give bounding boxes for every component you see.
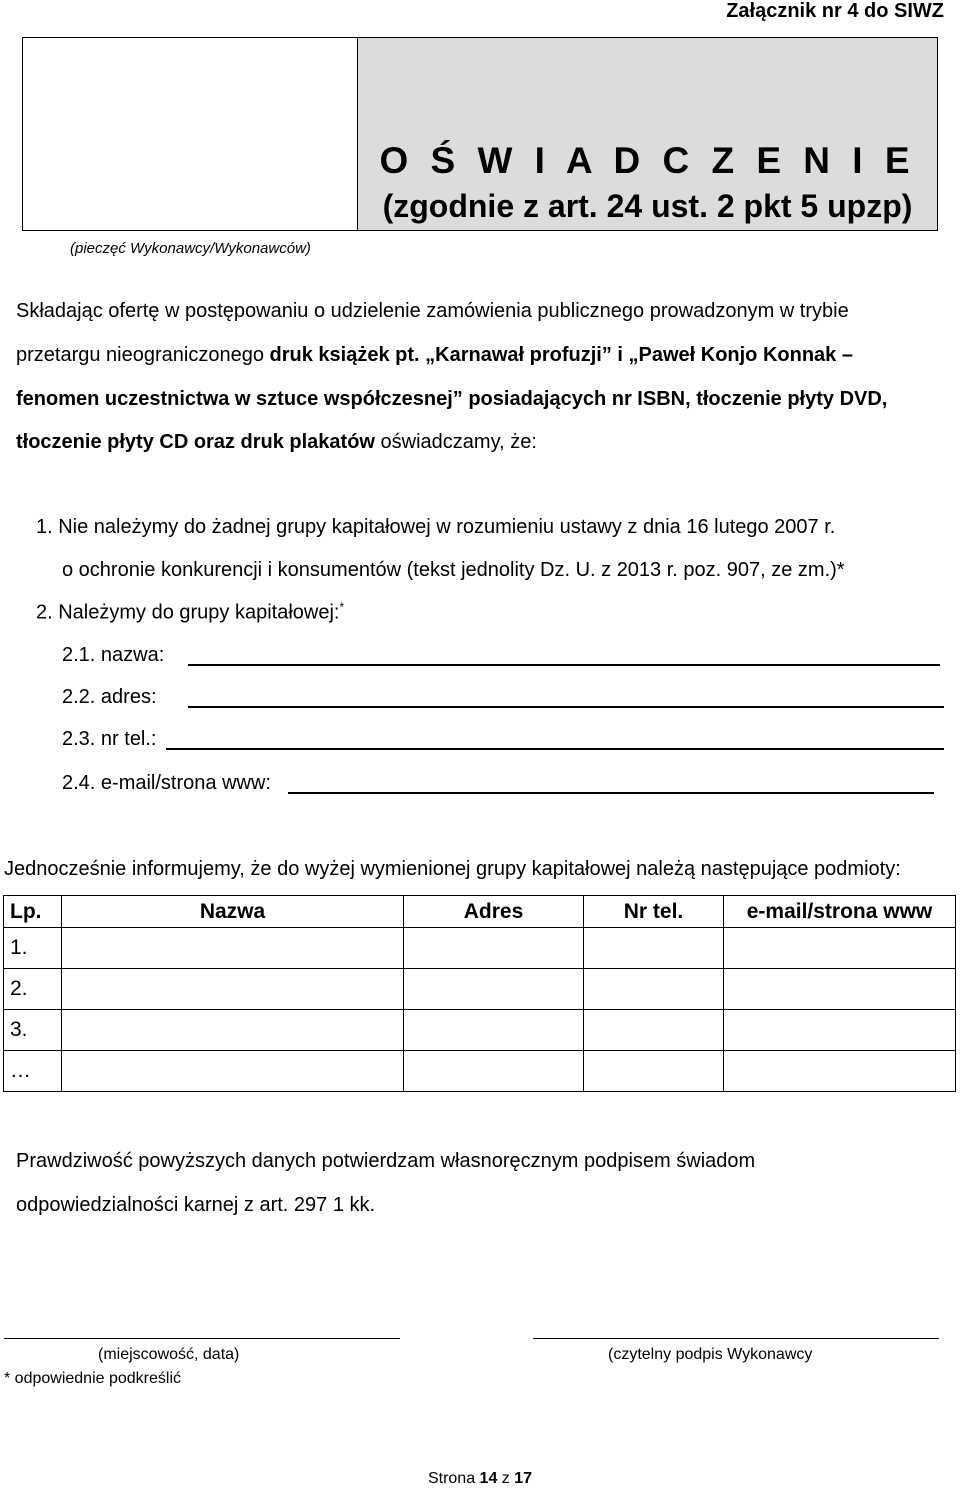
cell-email[interactable] [724, 1051, 956, 1092]
signature-caption: (czytelny podpis Wykonawcy [608, 1346, 813, 1363]
page-footer-prefix: Strona [427, 1470, 480, 1487]
cell-address[interactable] [404, 969, 584, 1010]
page-footer [0, 1470, 960, 1488]
cell-email[interactable] [724, 969, 956, 1010]
row-number: 1. [4, 928, 62, 969]
page-footer-mid: z [497, 1470, 515, 1487]
closing-line-2: odpowiedzialności karnej z art. 297 1 kk. [16, 1194, 376, 1216]
signature-line[interactable] [533, 1338, 939, 1339]
table-header-row [4, 896, 956, 928]
intro-line-4-bold: tłoczenie płyty CD oraz druk plakatów [16, 431, 375, 453]
declaration-item-2-text: 2. Należymy do grupy kapitałowej: [36, 601, 340, 624]
footnote-marker: * [339, 600, 345, 614]
cell-address[interactable] [404, 1051, 584, 1092]
table-row [4, 1010, 956, 1051]
table-row [4, 969, 956, 1010]
title-box [22, 37, 938, 231]
field-email-line[interactable] [288, 792, 934, 794]
intro-line-2-a: przetargu nieograniczonego [16, 344, 270, 366]
table-intro: Jednocześnie informujemy, że do wyżej wymienionej grupy kapitałowej należą następujące podmioty: [4, 858, 901, 880]
place-date-line[interactable] [4, 1338, 400, 1339]
field-phone-line[interactable] [166, 748, 944, 750]
col-phone: Nr tel. [584, 896, 724, 928]
document-subtitle: (zgodnie z art. 24 ust. 2 pkt 5 upzp) [382, 188, 913, 224]
declaration-item-2 [36, 600, 344, 625]
cell-name[interactable] [62, 969, 404, 1010]
field-name-label: 2.1. nazwa: [62, 644, 165, 666]
field-email-label: 2.4. e-mail/strona www: [62, 772, 271, 794]
page-number: 14 [479, 1470, 498, 1487]
row-number: 2. [4, 969, 62, 1010]
field-name-line[interactable] [188, 664, 940, 666]
cell-name[interactable] [62, 1051, 404, 1092]
col-lp: Lp. [4, 896, 62, 928]
row-number: 3. [4, 1010, 62, 1051]
cell-email[interactable] [724, 928, 956, 969]
col-name: Nazwa [62, 896, 404, 928]
stamp-area [23, 38, 358, 230]
place-date-caption: (miejscowość, data) [98, 1346, 240, 1363]
cell-email[interactable] [724, 1010, 956, 1051]
field-address-line[interactable] [188, 706, 944, 708]
document-title: O Ś W I A D C Z E N I E [379, 140, 916, 181]
cell-phone[interactable] [584, 1010, 724, 1051]
closing-line-1: Prawdziwość powyższych danych potwierdzam własnoręcznym podpisem świadom [16, 1150, 756, 1172]
intro-line-4 [16, 431, 537, 454]
intro-line-4-rest: oświadczamy, że: [374, 431, 537, 453]
intro-line-2-b: druk książek pt. „Karnawał profuzji” i „Paweł Konjo Konnak – [269, 344, 853, 366]
col-email: e-mail/strona www [724, 896, 956, 928]
col-address: Adres [404, 896, 584, 928]
cell-phone[interactable] [584, 969, 724, 1010]
page-total: 17 [514, 1470, 533, 1487]
declaration-item-1-line-1: 1. Nie należymy do żadnej grupy kapitałowej w rozumieniu ustawy z dnia 16 lutego 2007 r. [36, 516, 836, 538]
title-area [358, 38, 937, 230]
attachment-label: Załącznik nr 4 do SIWZ [726, 0, 944, 22]
intro-line-2 [16, 344, 853, 367]
table-row [4, 1051, 956, 1092]
cell-address[interactable] [404, 1010, 584, 1051]
intro-line-1: Składając ofertę w postępowaniu o udzielenie zamówienia publicznego prowadzonym w trybie [16, 300, 849, 322]
intro-line-3: fenomen uczestnictwa w sztuce współczesnej” posiadających nr ISBN, tłoczenie płyty DVD, [16, 388, 888, 410]
row-number: … [4, 1051, 62, 1092]
cell-phone[interactable] [584, 1051, 724, 1092]
stamp-caption: (pieczęć Wykonawcy/Wykonawców) [70, 240, 311, 257]
declaration-item-1-line-2: o ochronie konkurencji i konsumentów (tekst jednolity Dz. U. z 2013 r. poz. 907, ze zm.)* [62, 559, 845, 581]
footnote: * odpowiednie podkreślić [4, 1370, 181, 1387]
field-phone-label: 2.3. nr tel.: [62, 728, 157, 750]
table-row [4, 928, 956, 969]
entities-table [3, 895, 956, 1092]
cell-phone[interactable] [584, 928, 724, 969]
cell-name[interactable] [62, 928, 404, 969]
cell-address[interactable] [404, 928, 584, 969]
cell-name[interactable] [62, 1010, 404, 1051]
field-address-label: 2.2. adres: [62, 686, 157, 708]
